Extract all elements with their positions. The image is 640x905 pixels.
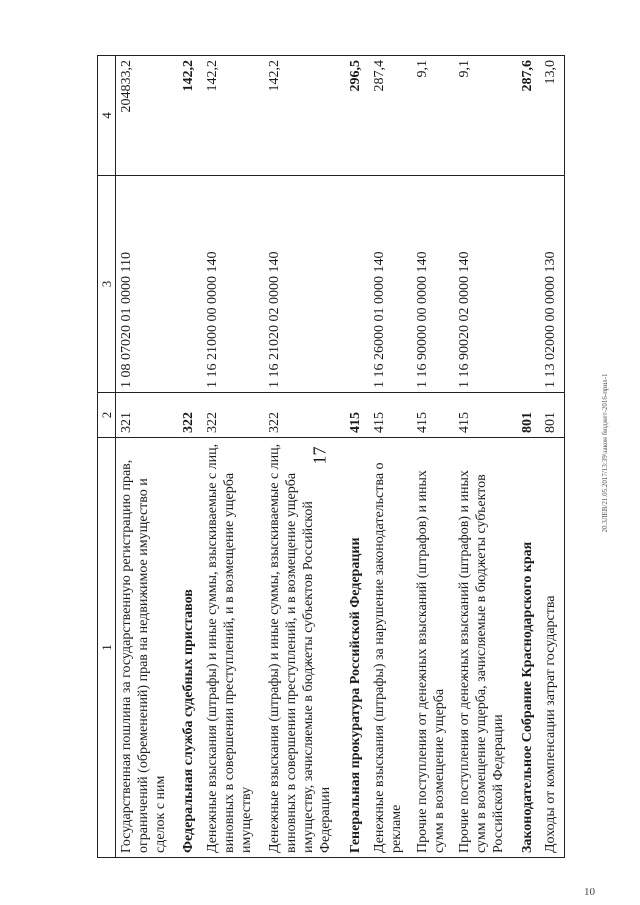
page-number-text: 17 xyxy=(309,446,330,465)
cell-classification-code xyxy=(517,176,541,393)
table-row xyxy=(454,56,516,858)
cell-amount: 296,5 xyxy=(345,56,369,176)
cell-name: Прочие поступления от денежных взысканий (штрафов) и иных сумм в возмещение ущерба, зачисляемые в бюджеты субъектов Российской Федерации xyxy=(454,438,516,858)
cell-classification-code: 1 16 26000 01 0000 140 xyxy=(369,176,412,393)
corner-mark: 10 xyxy=(584,886,595,898)
cell-admin-code: 801 xyxy=(540,393,564,438)
cell-name: Законодательное Собрание Краснодарского края xyxy=(517,438,541,858)
cell-name: Федеральная служба судебных приставов xyxy=(178,438,202,858)
cell-amount: 142,2 xyxy=(202,56,264,176)
cell-amount: 9,1 xyxy=(454,56,516,176)
column-header-name: 1 xyxy=(98,438,116,858)
cell-admin-code: 322 xyxy=(202,393,264,438)
cell-name: Прочие поступления от денежных взысканий (штрафов) и иных сумм в возмещение ущерба xyxy=(412,438,455,858)
cell-amount: 204833,2 xyxy=(116,56,179,176)
cell-admin-code: 415 xyxy=(345,393,369,438)
column-header-amount: 4 xyxy=(98,56,116,176)
budget-table-container xyxy=(97,56,565,858)
cell-amount: 287,4 xyxy=(369,56,412,176)
cell-name: Денежные взыскания (штрафы) и иные суммы, взыскиваемые с лиц, виновных в совершении преступлений, и в возмещение ущерба имуществу xyxy=(202,438,264,858)
table-row xyxy=(178,56,202,858)
cell-amount: 142,2 xyxy=(178,56,202,176)
document-footer-code xyxy=(596,0,614,905)
table-row xyxy=(116,56,179,858)
cell-classification-code: 1 08 07020 01 0000 110 xyxy=(116,176,179,393)
table-row xyxy=(369,56,412,858)
cell-amount: 9,1 xyxy=(412,56,455,176)
cell-classification-code: 1 13 02000 00 0000 130 xyxy=(540,176,564,393)
cell-name: Доходы от компенсации затрат государства xyxy=(540,438,564,858)
cell-admin-code: 322 xyxy=(178,393,202,438)
column-header-admin-code: 2 xyxy=(98,393,116,438)
column-header-classification-code: 3 xyxy=(98,176,116,393)
cell-admin-code: 801 xyxy=(517,393,541,438)
budget-revenue-table xyxy=(97,55,565,858)
cell-classification-code: 1 16 21020 02 0000 140 xyxy=(264,176,345,393)
cell-amount: 287,6 xyxy=(517,56,541,176)
table-row xyxy=(202,56,264,858)
footer-code-text: 20.3ЛЕВ/21.05.2017/13:39\закон бюджет-2016-прил-1 xyxy=(601,372,609,533)
cell-name: Государственная пошлина за государственную регистрацию прав, ограничений (обременений) прав на недвижимое имущество и сделок с ним xyxy=(116,438,179,858)
cell-classification-code: 1 16 90000 00 0000 140 xyxy=(412,176,455,393)
table-row xyxy=(540,56,564,858)
cell-admin-code: 415 xyxy=(369,393,412,438)
cell-classification-code: 1 16 21000 00 0000 140 xyxy=(202,176,264,393)
cell-amount: 142,2 xyxy=(264,56,345,176)
cell-name: Генеральная прокуратура Российской Федерации xyxy=(345,438,369,858)
cell-admin-code: 322 xyxy=(264,393,345,438)
cell-classification-code xyxy=(178,176,202,393)
table-row xyxy=(412,56,455,858)
table-row xyxy=(264,56,345,858)
cell-admin-code: 415 xyxy=(412,393,455,438)
table-header-row xyxy=(98,56,116,858)
cell-amount: 13,0 xyxy=(540,56,564,176)
cell-name: Денежные взыскания (штрафы) и иные суммы, взыскиваемые с лиц, виновных в совершении преступлений, и в возмещение ущерба имуществу, зачисляемые в бюджеты субъектов Российской Федерации xyxy=(264,438,345,858)
cell-classification-code xyxy=(345,176,369,393)
cell-admin-code: 321 xyxy=(116,393,179,438)
table-row xyxy=(517,56,541,858)
table-body xyxy=(116,56,565,858)
cell-admin-code: 415 xyxy=(454,393,516,438)
table-row xyxy=(345,56,369,858)
cell-name: Денежные взыскания (штрафы) за нарушение законодательства о рекламе xyxy=(369,438,412,858)
cell-classification-code: 1 16 90020 02 0000 140 xyxy=(454,176,516,393)
